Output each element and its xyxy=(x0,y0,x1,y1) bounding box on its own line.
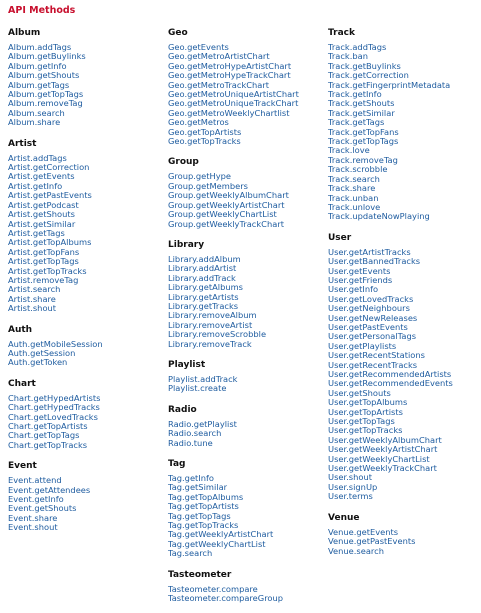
methods-column-2 xyxy=(168,27,320,613)
method-link-library-removetrack[interactable]: Library.removeTrack xyxy=(168,338,252,349)
method-item xyxy=(168,384,320,393)
method-list-venue xyxy=(328,528,480,556)
method-link-auth-getsession[interactable]: Auth.getSession xyxy=(8,347,76,358)
method-list-track xyxy=(328,43,480,222)
section-geo xyxy=(168,27,320,146)
method-link-user-getweeklychartlist[interactable]: User.getWeeklyChartList xyxy=(328,453,430,464)
method-list-user xyxy=(328,248,480,502)
section-heading-album: Album xyxy=(8,28,41,38)
section-heading-artist: Artist xyxy=(8,138,37,149)
method-link-user-gettopartists[interactable]: User.getTopArtists xyxy=(328,406,403,417)
method-link-artist-gettopalbums[interactable]: Artist.getTopAlbums xyxy=(8,237,92,248)
section-user xyxy=(328,232,480,502)
method-link-user-getbannedtracks[interactable]: User.getBannedTracks xyxy=(328,256,421,267)
method-link-geo-getmetrouniquetrackchart[interactable]: Geo.getMetroUniqueTrackChart xyxy=(168,98,299,109)
method-link-track-updatenowplaying[interactable]: Track.updateNowPlaying xyxy=(328,211,430,222)
method-link-chart-getlovedtracks[interactable]: Chart.getLovedTracks xyxy=(8,411,98,422)
method-link-chart-gethypedartists[interactable]: Chart.getHypedArtists xyxy=(8,392,101,403)
method-link-artist-gettopfans[interactable]: Artist.getTopFans xyxy=(8,246,80,257)
section-tasteometer xyxy=(168,569,320,604)
section-heading-group: Group xyxy=(168,157,199,168)
section-tag xyxy=(168,458,320,559)
method-link-track-getfingerprintmetadata[interactable]: Track.getFingerprintMetadata xyxy=(328,79,451,90)
method-link-tag-getinfo[interactable]: Tag.getInfo xyxy=(168,473,215,483)
method-link-artist-getinfo[interactable]: Artist.getInfo xyxy=(8,180,63,191)
method-link-artist-search[interactable]: Artist.search xyxy=(8,284,61,295)
method-item xyxy=(328,547,480,556)
section-playlist xyxy=(168,359,320,394)
method-link-artist-share[interactable]: Artist.share xyxy=(8,293,56,304)
method-link-user-getneighbours[interactable]: User.getNeighbours xyxy=(328,303,410,314)
method-link-event-getshouts[interactable]: Event.getShouts xyxy=(8,503,77,514)
method-link-tag-getsimilar[interactable]: Tag.getSimilar xyxy=(168,482,228,493)
method-link-album-getshouts[interactable]: Album.getShouts xyxy=(8,70,80,81)
method-item xyxy=(8,118,160,127)
method-link-event-getattendees[interactable]: Event.getAttendees xyxy=(8,484,91,495)
method-link-artist-removetag[interactable]: Artist.removeTag xyxy=(8,274,79,285)
section-heading-geo: Geo xyxy=(168,28,188,38)
method-link-user-getartisttracks[interactable]: User.getArtistTracks xyxy=(328,246,411,257)
method-link-track-unlove[interactable]: Track.unlove xyxy=(328,201,381,212)
method-link-user-gettoptags[interactable]: User.getTopTags xyxy=(328,416,395,427)
method-link-artist-getsimilar[interactable]: Artist.getSimilar xyxy=(8,218,76,229)
method-link-radio-search[interactable]: Radio.search xyxy=(168,428,222,439)
method-link-user-getevents[interactable]: User.getEvents xyxy=(328,265,391,276)
method-link-group-gethype[interactable]: Group.getHype xyxy=(168,171,232,182)
method-link-geo-getmetrohypeartistchart[interactable]: Geo.getMetroHypeArtistChart xyxy=(168,60,292,71)
section-heading-radio: Radio xyxy=(168,404,197,415)
methods-column-3 xyxy=(328,27,480,566)
method-link-library-addtrack[interactable]: Library.addTrack xyxy=(168,272,236,283)
section-heading-event: Event xyxy=(8,461,37,472)
section-chart xyxy=(8,378,160,450)
method-link-album-gettags[interactable]: Album.getTags xyxy=(8,79,70,90)
section-heading-chart: Chart xyxy=(8,378,36,389)
method-link-album-share[interactable]: Album.share xyxy=(8,117,61,128)
method-link-library-addartist[interactable]: Library.addArtist xyxy=(168,263,237,274)
method-link-auth-getmobilesession[interactable]: Auth.getMobileSession xyxy=(8,338,103,349)
method-link-track-getinfo[interactable]: Track.getInfo xyxy=(328,89,382,100)
method-link-library-removeartist[interactable]: Library.removeArtist xyxy=(168,319,253,330)
method-link-chart-gethypedtracks[interactable]: Chart.getHypedTracks xyxy=(8,402,100,413)
method-list-geo xyxy=(168,43,320,146)
method-link-artist-getshouts[interactable]: Artist.getShouts xyxy=(8,209,75,220)
section-venue xyxy=(328,512,480,556)
method-link-artist-addtags[interactable]: Artist.addTags xyxy=(8,152,67,163)
page-title: API Methods xyxy=(8,5,76,16)
method-link-tag-gettopartists[interactable]: Tag.getTopArtists xyxy=(168,501,239,512)
method-link-user-gettoptracks[interactable]: User.getTopTracks xyxy=(328,425,403,436)
method-item xyxy=(8,304,160,313)
method-list-playlist xyxy=(168,375,320,394)
method-link-tag-gettoptracks[interactable]: Tag.getTopTracks xyxy=(168,520,239,531)
method-link-track-scrobble[interactable]: Track.scrobble xyxy=(328,164,388,175)
method-link-user-getrecommendedartists[interactable]: User.getRecommendedArtists xyxy=(328,369,452,379)
method-link-geo-getevents[interactable]: Geo.getEvents xyxy=(168,42,229,52)
section-heading-user: User xyxy=(328,232,352,243)
method-link-user-getweeklytrackchart[interactable]: User.getWeeklyTrackChart xyxy=(328,463,437,474)
method-link-track-getshouts[interactable]: Track.getShouts xyxy=(328,98,395,109)
method-link-track-search[interactable]: Track.search xyxy=(328,173,380,184)
method-link-venue-getevents[interactable]: Venue.getEvents xyxy=(328,526,399,537)
method-link-chart-gettoptracks[interactable]: Chart.getTopTracks xyxy=(8,439,88,450)
method-link-album-gettoptags[interactable]: Album.getTopTags xyxy=(8,89,84,100)
method-item xyxy=(328,212,480,221)
section-event xyxy=(8,460,160,532)
method-link-user-getpastevents[interactable]: User.getPastEvents xyxy=(328,321,408,332)
method-link-geo-getmetrohypetrackchart[interactable]: Geo.getMetroHypeTrackChart xyxy=(168,70,291,81)
method-link-artist-getpodcast[interactable]: Artist.getPodcast xyxy=(8,199,79,210)
method-item xyxy=(168,340,320,349)
method-link-event-shout[interactable]: Event.shout xyxy=(8,522,58,533)
method-link-track-gettags[interactable]: Track.getTags xyxy=(328,117,385,128)
method-link-tag-gettopalbums[interactable]: Tag.getTopAlbums xyxy=(168,491,244,502)
section-group xyxy=(168,156,320,228)
method-list-auth xyxy=(8,340,160,368)
method-link-event-getinfo[interactable]: Event.getInfo xyxy=(8,494,64,505)
method-link-geo-getmetrotrackchart[interactable]: Geo.getMetroTrackChart xyxy=(168,79,270,90)
method-link-artist-gettoptracks[interactable]: Artist.getTopTracks xyxy=(8,265,87,276)
section-heading-tag: Tag xyxy=(168,459,186,469)
section-heading-playlist: Playlist xyxy=(168,359,206,370)
method-link-user-getinfo[interactable]: User.getInfo xyxy=(328,284,379,295)
method-link-playlist-addtrack[interactable]: Playlist.addTrack xyxy=(168,373,238,384)
method-list-tasteometer xyxy=(168,585,320,604)
method-link-geo-getmetroartistchart[interactable]: Geo.getMetroArtistChart xyxy=(168,51,270,62)
method-link-artist-gettoptags[interactable]: Artist.getTopTags xyxy=(8,256,79,267)
method-link-group-getweeklyalbumchart[interactable]: Group.getWeeklyAlbumChart xyxy=(168,190,289,201)
method-link-group-getweeklyartistchart[interactable]: Group.getWeeklyArtistChart xyxy=(168,199,285,210)
method-link-library-getartists[interactable]: Library.getArtists xyxy=(168,291,239,302)
section-heading-tasteometer: Tasteometer xyxy=(168,569,232,580)
method-list-library xyxy=(168,255,320,349)
method-link-album-search[interactable]: Album.search xyxy=(8,107,65,118)
method-link-event-attend[interactable]: Event.attend xyxy=(8,475,62,486)
method-link-user-getnewreleases[interactable]: User.getNewReleases xyxy=(328,312,418,323)
method-link-artist-shout[interactable]: Artist.shout xyxy=(8,303,57,314)
method-item xyxy=(168,220,320,229)
method-list-radio xyxy=(168,420,320,448)
method-link-radio-getplaylist[interactable]: Radio.getPlaylist xyxy=(168,418,237,429)
method-link-tag-search[interactable]: Tag.search xyxy=(168,548,213,559)
method-link-artist-getevents[interactable]: Artist.getEvents xyxy=(8,171,75,182)
method-link-album-removetag[interactable]: Album.removeTag xyxy=(8,98,83,109)
method-link-venue-getpastevents[interactable]: Venue.getPastEvents xyxy=(328,536,416,547)
method-link-group-getweeklytrackchart[interactable]: Group.getWeeklyTrackChart xyxy=(168,218,284,229)
method-link-venue-search[interactable]: Venue.search xyxy=(328,545,384,556)
method-link-album-addtags[interactable]: Album.addTags xyxy=(8,42,72,52)
method-link-library-gettracks[interactable]: Library.getTracks xyxy=(168,300,239,311)
method-list-event xyxy=(8,476,160,532)
method-link-geo-getmetrouniqueartistchart[interactable]: Geo.getMetroUniqueArtistChart xyxy=(168,89,299,100)
method-list-tag xyxy=(168,474,320,559)
method-link-user-getweeklyalbumchart[interactable]: User.getWeeklyAlbumChart xyxy=(328,434,442,445)
method-link-track-getsimilar[interactable]: Track.getSimilar xyxy=(328,107,395,118)
method-item xyxy=(168,594,320,603)
section-track xyxy=(328,27,480,222)
method-link-library-getalbums[interactable]: Library.getAlbums xyxy=(168,282,243,293)
method-list-artist xyxy=(8,154,160,314)
section-heading-venue: Venue xyxy=(328,512,360,523)
method-item xyxy=(8,523,160,532)
method-link-track-getbuylinks[interactable]: Track.getBuylinks xyxy=(328,60,401,71)
method-link-track-gettopfans[interactable]: Track.getTopFans xyxy=(328,126,399,137)
method-link-geo-getmetros[interactable]: Geo.getMetros xyxy=(168,117,229,128)
method-item xyxy=(328,492,480,501)
method-link-user-terms[interactable]: User.terms xyxy=(328,491,373,502)
method-link-user-getrecenttracks[interactable]: User.getRecentTracks xyxy=(328,359,418,370)
method-link-tag-getweeklyartistchart[interactable]: Tag.getWeeklyArtistChart xyxy=(168,529,274,540)
method-link-geo-getmetroweeklychartlist[interactable]: Geo.getMetroWeeklyChartlist xyxy=(168,107,290,118)
method-link-artist-getpastevents[interactable]: Artist.getPastEvents xyxy=(8,190,92,201)
method-item xyxy=(168,439,320,448)
method-link-track-share[interactable]: Track.share xyxy=(328,183,376,194)
method-link-user-shout[interactable]: User.shout xyxy=(328,472,372,483)
method-link-geo-gettoptracks[interactable]: Geo.getTopTracks xyxy=(168,136,241,147)
method-link-tasteometer-compare[interactable]: Tasteometer.compare xyxy=(168,583,258,594)
method-link-track-addtags[interactable]: Track.addTags xyxy=(328,42,387,52)
section-library xyxy=(168,239,320,349)
method-link-tasteometer-comparegroup[interactable]: Tasteometer.compareGroup xyxy=(168,593,284,604)
method-list-album xyxy=(8,43,160,128)
method-link-group-getweeklychartlist[interactable]: Group.getWeeklyChartList xyxy=(168,209,277,220)
method-link-chart-gettoptags[interactable]: Chart.getTopTags xyxy=(8,430,80,441)
method-link-user-getpersonaltags[interactable]: User.getPersonalTags xyxy=(328,331,417,342)
section-artist xyxy=(8,138,160,314)
method-link-group-getmembers[interactable]: Group.getMembers xyxy=(168,180,248,191)
method-link-track-ban[interactable]: Track.ban xyxy=(328,51,368,62)
method-link-album-getbuylinks[interactable]: Album.getBuylinks xyxy=(8,51,86,62)
method-link-tag-getweeklychartlist[interactable]: Tag.getWeeklyChartList xyxy=(168,538,266,549)
method-link-library-addalbum[interactable]: Library.addAlbum xyxy=(168,253,241,264)
method-link-track-removetag[interactable]: Track.removeTag xyxy=(328,154,398,165)
method-link-track-love[interactable]: Track.love xyxy=(328,145,370,156)
method-item xyxy=(8,358,160,367)
method-link-event-share[interactable]: Event.share xyxy=(8,512,58,523)
method-link-user-getrecommendedevents[interactable]: User.getRecommendedEvents xyxy=(328,378,453,389)
section-auth xyxy=(8,324,160,368)
method-link-tag-gettoptags[interactable]: Tag.getTopTags xyxy=(168,510,231,521)
method-link-artist-gettags[interactable]: Artist.getTags xyxy=(8,227,65,238)
method-link-chart-gettopartists[interactable]: Chart.getTopArtists xyxy=(8,421,88,431)
section-heading-auth: Auth xyxy=(8,324,33,335)
method-link-track-unban[interactable]: Track.unban xyxy=(328,192,379,203)
method-link-artist-getcorrection[interactable]: Artist.getCorrection xyxy=(8,162,90,173)
method-link-user-getplaylists[interactable]: User.getPlaylists xyxy=(328,340,397,351)
method-link-user-signup[interactable]: User.signUp xyxy=(328,481,378,492)
method-link-user-getrecentstations[interactable]: User.getRecentStations xyxy=(328,350,425,361)
method-link-playlist-create[interactable]: Playlist.create xyxy=(168,383,227,394)
method-link-auth-gettoken[interactable]: Auth.getToken xyxy=(8,357,68,368)
method-link-user-getlovedtracks[interactable]: User.getLovedTracks xyxy=(328,293,414,304)
method-link-user-gettopalbums[interactable]: User.getTopAlbums xyxy=(328,397,408,408)
method-link-user-getfriends[interactable]: User.getFriends xyxy=(328,274,393,285)
section-album xyxy=(8,27,160,128)
method-item xyxy=(168,549,320,558)
section-heading-track: Track xyxy=(328,28,355,38)
method-item xyxy=(168,137,320,146)
method-link-user-getshouts[interactable]: User.getShouts xyxy=(328,387,391,398)
method-link-track-getcorrection[interactable]: Track.getCorrection xyxy=(328,70,409,81)
method-link-album-getinfo[interactable]: Album.getInfo xyxy=(8,60,67,71)
method-link-geo-gettopartists[interactable]: Geo.getTopArtists xyxy=(168,126,242,137)
method-link-library-removealbum[interactable]: Library.removeAlbum xyxy=(168,310,257,321)
section-radio xyxy=(168,404,320,448)
method-link-radio-tune[interactable]: Radio.tune xyxy=(168,437,213,448)
section-heading-library: Library xyxy=(168,239,205,250)
method-link-track-gettoptags[interactable]: Track.getTopTags xyxy=(328,136,399,147)
method-link-library-removescrobble[interactable]: Library.removeScrobble xyxy=(168,329,267,340)
method-list-chart xyxy=(8,394,160,450)
method-list-group xyxy=(168,172,320,228)
method-item xyxy=(8,441,160,450)
methods-column-1 xyxy=(8,27,160,543)
method-link-user-getweeklyartistchart[interactable]: User.getWeeklyArtistChart xyxy=(328,444,438,455)
